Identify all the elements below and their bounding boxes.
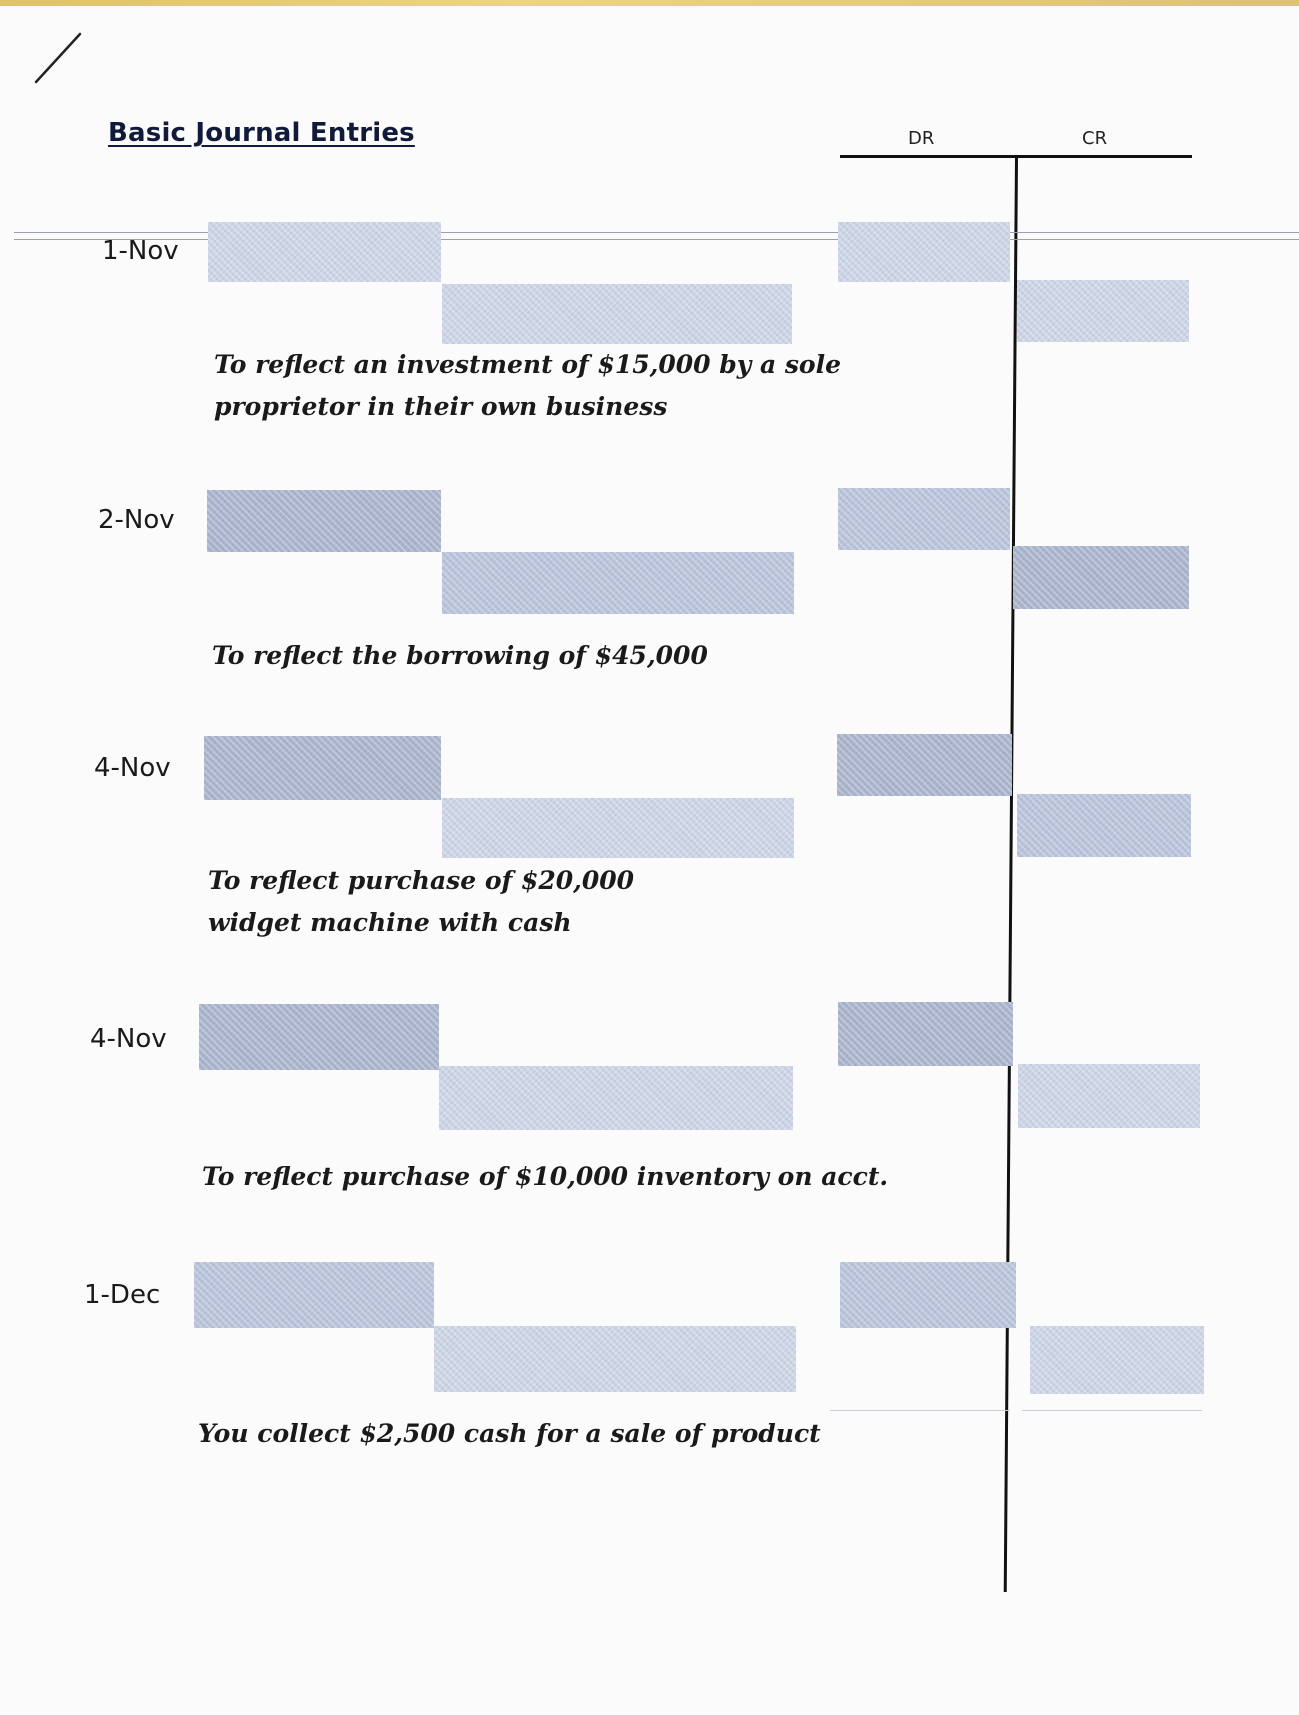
redacted-credit-amount bbox=[1013, 546, 1189, 609]
redacted-debit-account bbox=[204, 736, 441, 800]
entry-description bbox=[208, 860, 634, 944]
redacted-credit-amount bbox=[1018, 1064, 1200, 1128]
redacted-debit-amount bbox=[840, 1262, 1016, 1328]
entry-description bbox=[212, 635, 708, 677]
page-title: Basic Journal Entries bbox=[108, 118, 415, 148]
description-line: You collect $2,500 cash for a sale of product bbox=[198, 1419, 821, 1448]
description-line: To reflect purchase of $20,000 bbox=[208, 866, 635, 895]
redacted-debit-amount bbox=[837, 734, 1012, 796]
description-line: To reflect the borrowing of $45,000 bbox=[212, 641, 708, 670]
debit-credit-divider bbox=[1004, 157, 1018, 1592]
description-line: proprietor in their own business bbox=[214, 392, 668, 421]
description-line: To reflect purchase of $10,000 inventory on acct. bbox=[202, 1162, 889, 1191]
entry-date: 2-Nov bbox=[98, 505, 175, 535]
redacted-credit-amount bbox=[1017, 794, 1191, 857]
description-line: widget machine with cash bbox=[208, 908, 572, 937]
redacted-debit-account bbox=[194, 1262, 434, 1328]
redacted-debit-amount bbox=[838, 1002, 1013, 1066]
redacted-debit-account bbox=[207, 490, 441, 552]
redacted-debit-amount bbox=[838, 222, 1010, 282]
credit-column-header: CR bbox=[1082, 128, 1108, 149]
paper-top-edge bbox=[0, 0, 1299, 6]
redacted-debit-account bbox=[199, 1004, 439, 1070]
top-double-rule bbox=[14, 232, 1299, 240]
entry-date: 1-Nov bbox=[102, 236, 179, 266]
faint-credit-rule bbox=[1022, 1410, 1202, 1411]
redacted-debit-amount bbox=[838, 488, 1010, 550]
entry-date: 4-Nov bbox=[94, 753, 171, 783]
redacted-debit-account bbox=[208, 222, 441, 282]
entry-description bbox=[214, 344, 841, 428]
redacted-credit-amount bbox=[1030, 1326, 1204, 1394]
entry-description bbox=[202, 1156, 888, 1198]
description-line: To reflect an investment of $15,000 by a sole bbox=[214, 350, 842, 379]
redacted-credit-amount bbox=[1017, 280, 1189, 342]
redacted-credit-account bbox=[442, 798, 794, 858]
redacted-credit-account bbox=[439, 1066, 793, 1130]
redacted-credit-account bbox=[434, 1326, 796, 1392]
redacted-credit-account bbox=[442, 284, 792, 344]
entry-date: 4-Nov bbox=[90, 1024, 167, 1054]
faint-debit-rule bbox=[830, 1410, 1010, 1411]
pen-tick-mark-icon bbox=[28, 28, 88, 88]
debit-column-header: DR bbox=[908, 128, 935, 149]
entry-description bbox=[198, 1413, 821, 1455]
entry-date: 1-Dec bbox=[84, 1280, 161, 1310]
redacted-credit-account bbox=[442, 552, 794, 614]
